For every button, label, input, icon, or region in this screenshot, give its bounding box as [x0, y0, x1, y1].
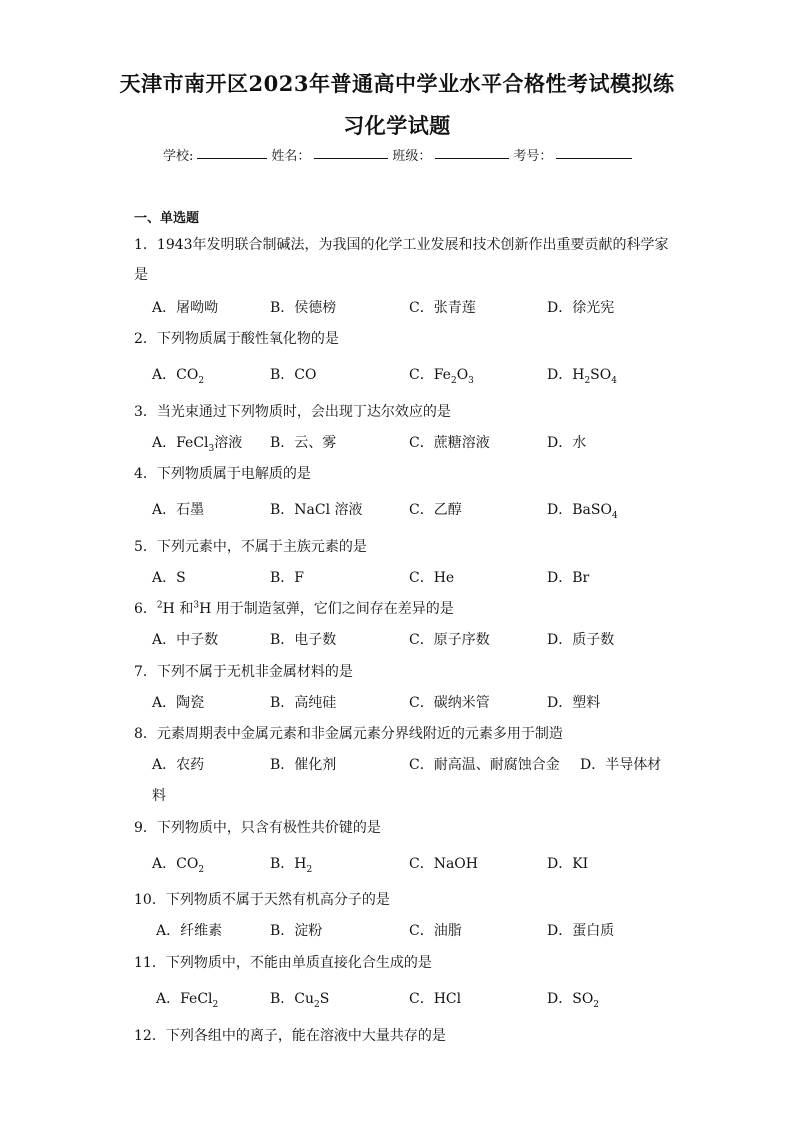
option-a[interactable]: A．FeCl$_3$溶液 [152, 435, 243, 454]
option-c[interactable]: C．油脂 [409, 923, 462, 939]
option-c[interactable]: C．碳纳米管 [409, 695, 490, 711]
question-11-options [152, 988, 672, 1008]
option-d[interactable]: D．质子数 [547, 632, 615, 648]
option-d[interactable]: D．Br [547, 570, 590, 586]
option-c[interactable]: C．乙醇 [409, 502, 462, 518]
question-8-stem: 8．元素周期表中金属元素和非金属元素分界线附近的元素多用于制造 [134, 726, 563, 742]
question-5-options [152, 567, 672, 587]
option-b[interactable]: B．CO [270, 367, 317, 383]
option-c[interactable]: C．He [409, 570, 455, 586]
question-12-stem: 12．下列各组中的离子，能在溶液中大量共存的是 [134, 1028, 446, 1044]
question-4-options [152, 499, 672, 519]
question-2-options [152, 364, 672, 384]
option-b[interactable]: B．淀粉 [270, 923, 323, 939]
option-a[interactable]: A．陶瓷 [152, 695, 205, 711]
option-b[interactable]: B．NaCl 溶液 [270, 502, 363, 518]
option-b[interactable]: B．$Cu_2S$ [270, 991, 330, 1010]
question-10-options [152, 920, 672, 940]
question-2-stem: 2．下列物质属于酸性氧化物的是 [134, 331, 339, 347]
option-c[interactable]: C．蔗糖溶液 [409, 435, 490, 451]
option-b[interactable]: B．$H_2$ [270, 856, 313, 875]
student-info-row [163, 145, 632, 164]
option-a[interactable]: A．FeCl$_2$ [156, 991, 219, 1010]
name-label: 姓名： [271, 149, 311, 164]
question-10-stem: 10．下列物质不属于天然有机高分子的是 [134, 892, 390, 908]
school-label: 学校: [163, 149, 194, 164]
question-7-stem: 7．下列不属于无机非金属材料的是 [134, 664, 353, 680]
question-6-options [152, 629, 672, 649]
option-b[interactable]: B．云、雾 [270, 435, 337, 451]
section-heading: 一、单选题 [134, 211, 200, 226]
question-1-stem: 1．1943年发明联合制碱法，为我国的化学工业发展和技术创新作出重要贡献的科学家 [134, 237, 669, 253]
option-d[interactable]: D．KI [547, 856, 589, 872]
option-a[interactable]: A．农药 [152, 757, 205, 773]
question-3-options [152, 432, 672, 452]
question-1-stem-cont: 是 [134, 267, 148, 283]
option-c[interactable]: C．耐高温、耐腐蚀合金 [409, 757, 560, 773]
option-c[interactable]: C．原子序数 [409, 632, 490, 648]
option-d[interactable]: D．半导体材 [580, 757, 662, 773]
option-a[interactable]: A．屠呦呦 [152, 300, 219, 316]
option-d[interactable]: D．BaSO$_4$ [547, 502, 618, 521]
number-blank[interactable] [556, 145, 632, 159]
school-blank[interactable] [197, 145, 267, 159]
option-b[interactable]: B．催化剂 [270, 757, 337, 773]
question-4-stem: 4．下列物质属于电解质的是 [134, 466, 311, 482]
question-1-options [152, 297, 672, 317]
number-label: 考号： [513, 149, 553, 164]
option-c[interactable]: C．NaOH [409, 856, 478, 872]
option-a[interactable]: A．S [152, 570, 186, 586]
option-b[interactable]: B．电子数 [270, 632, 337, 648]
question-9-options [152, 853, 672, 873]
page-title-line-2: 习化学试题 [343, 113, 451, 138]
option-d[interactable]: D．$SO_2$ [547, 991, 600, 1010]
option-d[interactable]: D．$H_2SO_4$ [547, 367, 617, 386]
option-d[interactable]: D．蛋白质 [547, 923, 615, 939]
class-blank[interactable] [435, 145, 509, 159]
question-8-options [152, 754, 712, 774]
option-a[interactable]: A．石墨 [152, 502, 205, 518]
option-b[interactable]: B．F [270, 570, 305, 586]
option-d[interactable]: D．塑料 [547, 695, 601, 711]
option-a[interactable]: A．$CO_2$ [152, 367, 205, 386]
option-c[interactable]: C．HCl [409, 991, 462, 1007]
class-label: 班级： [392, 149, 432, 164]
question-3-stem: 3．当光束通过下列物质时，会出现丁达尔效应的是 [134, 404, 451, 420]
option-d[interactable]: D．徐光宪 [547, 300, 615, 316]
option-a[interactable]: A．中子数 [152, 632, 219, 648]
option-a[interactable]: A．纤维素 [156, 923, 223, 939]
question-5-stem: 5．下列元素中，不属于主族元素的是 [134, 539, 367, 555]
question-9-stem: 9．下列物质中，只含有极性共价键的是 [134, 820, 381, 836]
question-7-options [152, 692, 672, 712]
option-a[interactable]: A．$CO_2$ [152, 856, 205, 875]
option-b[interactable]: B．高纯硅 [270, 695, 337, 711]
option-b[interactable]: B．侯德榜 [270, 300, 337, 316]
question-11-stem: 11．下列物质中，不能由单质直接化合生成的是 [134, 955, 432, 971]
question-8-option-d-cont: 料 [152, 788, 166, 804]
option-c[interactable]: C．$Fe_2O_3$ [409, 367, 474, 386]
option-c[interactable]: C．张青莲 [409, 300, 476, 316]
name-blank[interactable] [314, 145, 388, 159]
option-d[interactable]: D．水 [547, 435, 587, 451]
page-title-line-1: 天津市南开区2023年普通高中学业水平合格性考试模拟练 [119, 71, 675, 96]
question-6-stem: 6．$^2$H 和$^3$H 用于制造氢弹，它们之间存在差异的是 [134, 600, 454, 617]
